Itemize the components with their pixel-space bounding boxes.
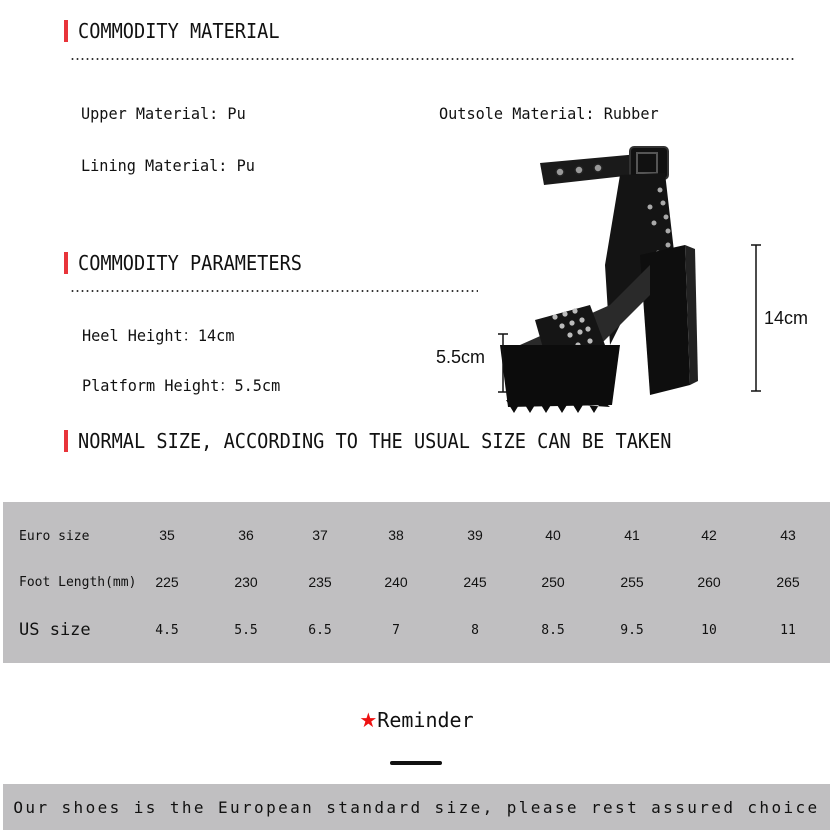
section-title: COMMODITY PARAMETERS [78,251,302,275]
upper-material: Upper Material: Pu [81,104,246,123]
notice-text: Our shoes is the European standard size, please rest assured choice [13,797,820,817]
table-cell: 255 [620,574,644,590]
size-chart-table [3,502,830,663]
table-cell: 260 [697,574,721,590]
table-cell: 6.5 [308,623,332,638]
table-cell: 225 [155,574,179,590]
table-cell: 245 [463,574,487,590]
star-icon: ★ [359,708,378,732]
table-cell: 10 [701,623,717,638]
accent-bar [64,20,68,42]
accent-bar [64,430,68,452]
reminder-underline [390,761,442,765]
table-cell: 11 [780,623,796,638]
table-cell: 9.5 [620,623,644,638]
table-cell: 36 [238,527,254,543]
accent-bar [64,252,68,274]
section-header-size-note [64,429,716,453]
heel-height: Heel Height：14cm [82,326,235,345]
section-header-parameters [64,251,319,275]
table-cell: 41 [624,527,640,543]
section-header-material [64,19,295,43]
reminder-label: Reminder [377,708,474,732]
table-cell: 235 [308,574,332,590]
row-label: US size [19,620,91,640]
platform-dimension-label: 5.5cm [436,347,486,367]
table-cell: 5.5 [234,623,258,638]
sandal-product-image [500,145,760,415]
table-cell: 7 [392,623,400,638]
platform-dimension-marker [498,333,508,393]
table-cell: 8 [471,623,479,638]
reminder-heading [0,708,833,732]
lining-material: Lining Material: Pu [81,156,255,175]
section-title: COMMODITY MATERIAL [78,19,280,43]
table-cell: 8.5 [541,623,565,638]
table-cell: 265 [776,574,800,590]
table-cell: 43 [780,527,796,543]
table-cell: 230 [234,574,258,590]
table-cell: 42 [701,527,717,543]
table-cell: 240 [384,574,408,590]
size-notice-banner [3,784,830,830]
dotted-divider [70,58,794,60]
platform-height: Platform Height：5.5cm [82,376,281,395]
row-label: Euro size [19,529,90,544]
heel-dimension-marker [751,244,761,392]
outsole-material: Outsole Material: Rubber [439,104,659,123]
table-cell: 40 [545,527,561,543]
table-cell: 39 [467,527,483,543]
table-cell: 37 [312,527,328,543]
heel-dimension-label: 14cm [764,308,809,328]
section-title: NORMAL SIZE, ACCORDING TO THE USUAL SIZE CAN BE TAKEN [78,429,672,453]
dotted-divider [70,290,478,292]
table-cell: 250 [541,574,565,590]
table-cell: 35 [159,527,175,543]
table-cell: 38 [388,527,404,543]
row-label: Foot Length(mm) [19,575,137,590]
table-cell: 4.5 [155,623,179,638]
